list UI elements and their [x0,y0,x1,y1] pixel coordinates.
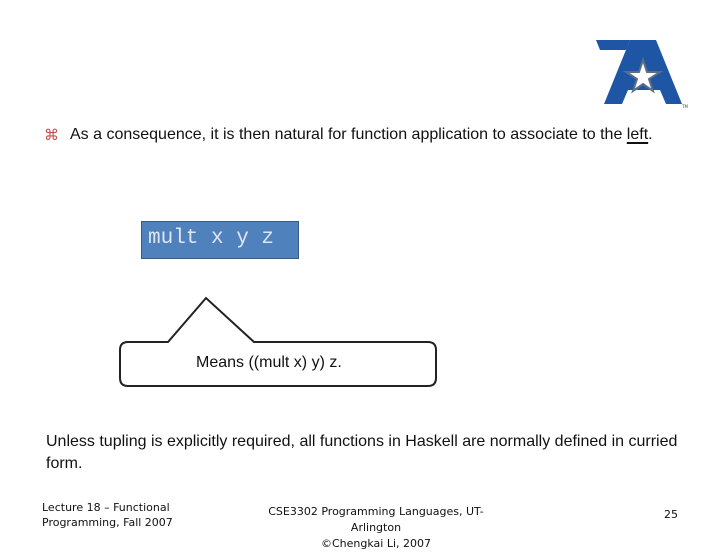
university-logo [586,30,690,110]
body-paragraph: Unless tupling is explicitly required, all functions in Haskell are normally defined in curried form. [46,433,678,472]
callout-text: Means ((mult x) y) z. [196,354,342,371]
trademark-mark: TM [682,104,688,109]
code-example-box [141,221,299,259]
callout-shape [116,292,440,388]
page-number: 25 [664,508,678,521]
emphasis-left: left [626,126,649,143]
code-example-text: mult x y z [148,227,275,250]
bullet-text: As a consequence, it is then natural for function application to associate to the left. [70,126,653,143]
command-icon: ⌘ [44,126,59,144]
footer-lecture-info: Lecture 18 – Functional Programming, Fall 2007 [42,501,173,529]
footer-course-info: CSE3302 Programming Languages, UT-Arlington ©Chengkai Li, 2007 [268,505,484,550]
